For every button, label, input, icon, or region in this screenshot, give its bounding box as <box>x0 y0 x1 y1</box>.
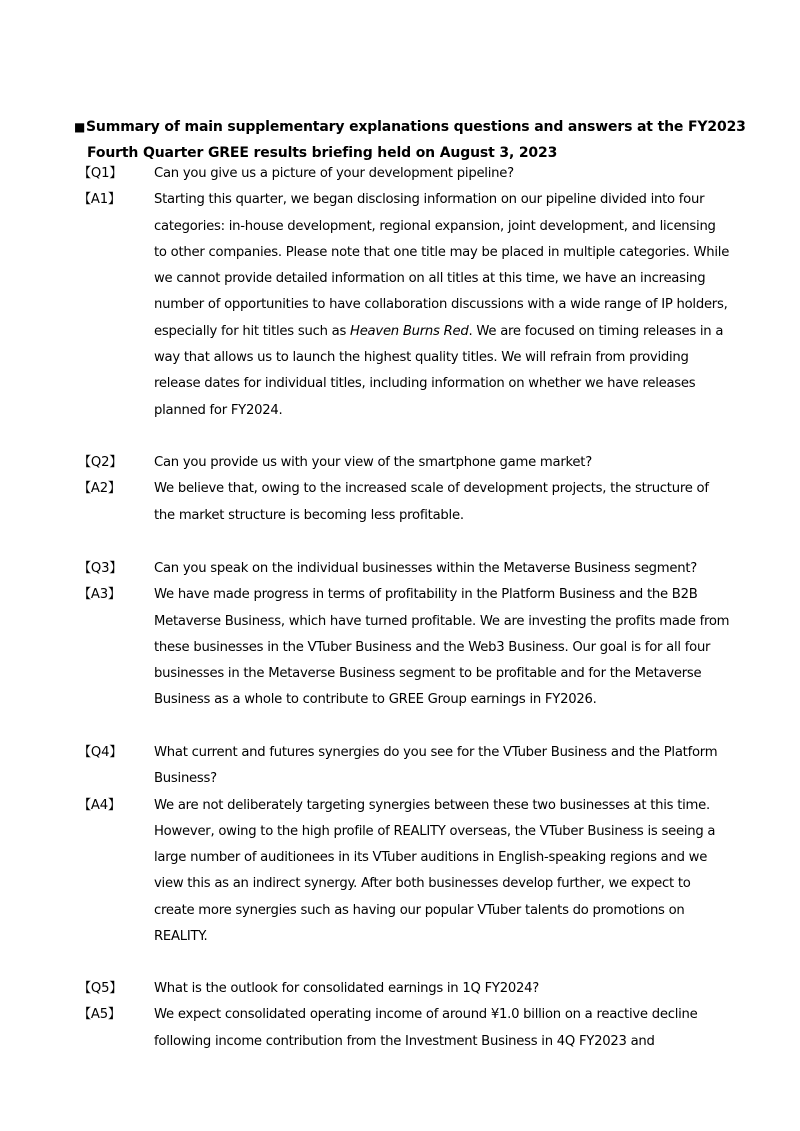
answer-row <box>78 793 758 951</box>
question-row <box>78 450 758 476</box>
answer-text <box>154 187 732 424</box>
question-text: What current and futures synergies do you see for the VTuber Business and the Platform Business? <box>154 745 718 787</box>
summary-heading <box>74 114 754 166</box>
square-bullet-icon: ■ <box>74 120 86 134</box>
answer-text: We have made progress in terms of profitability in the Platform Business and the B2B Metaverse Business, which have turned profitable. We are investing the profits made from these businesses in the VTuber Business and the Web3 Business. Our goal is for all four businesses in the Metaverse Business segment to be profitable and for the Metaverse Business as a whole to contribute to GREE Group earnings in FY2026. <box>154 587 730 708</box>
answer-text: We believe that, owing to the increased scale of development projects, the structure of the market structure is becoming less profitable. <box>154 481 709 523</box>
heading-line-1: Summary of main supplementary explanations questions and answers at the FY2023 <box>86 119 746 135</box>
answer-text: We are not deliberately targeting synergies between these two businesses at this time. However, owing to the high profile of REALITY overseas, the VTuber Business is seeing a large number of auditionees in its VTuber auditions in English-speaking regions and we view this as an indirect synergy. After both businesses develop further, we expect to create more synergies such as having our popular VTuber talents do promotions on REALITY. <box>154 797 716 945</box>
answer-row <box>78 476 758 529</box>
question-tag: 【Q2】 <box>78 455 123 470</box>
question-text: Can you give us a picture of your development pipeline? <box>154 166 514 181</box>
heading-line-2: Fourth Quarter GREE results briefing held on August 3, 2023 <box>87 145 558 161</box>
qa-item-4 <box>78 740 758 950</box>
question-tag: 【Q1】 <box>78 166 123 181</box>
answer-tag: 【A1】 <box>78 192 121 208</box>
qa-item-2 <box>78 450 758 529</box>
answer-tag: 【A2】 <box>78 481 121 497</box>
answer-row <box>78 1002 758 1055</box>
question-tag: 【Q3】 <box>78 561 123 576</box>
answer-row <box>78 187 758 424</box>
question-text: Can you provide us with your view of the smartphone game market? <box>154 455 592 470</box>
question-text: What is the outlook for consolidated earnings in 1Q FY2024? <box>154 981 540 996</box>
answer-text: We expect consolidated operating income of around ¥1.0 billion on a reactive decline following income contribution from the Investment Business in 4Q FY2023 and <box>154 1007 698 1049</box>
answer-tag: 【A5】 <box>78 1007 121 1023</box>
answer-tag: 【A3】 <box>78 587 121 603</box>
question-row <box>78 740 758 793</box>
game-title-italic: Heaven Burns Red <box>350 323 469 339</box>
question-row <box>78 556 758 582</box>
question-tag: 【Q5】 <box>78 981 123 996</box>
answer-tag: 【A4】 <box>78 797 121 813</box>
qa-item-3 <box>78 556 758 714</box>
question-text: Can you speak on the individual businesses within the Metaverse Business segment? <box>154 561 698 576</box>
answer-text-part: . We are focused on timing releases in a way that allows us to launch the highest quality titles. We will refrain from providing release dates for individual titles, including information on whether we have releases planned for FY2024. <box>154 323 724 418</box>
qa-item-1 <box>78 161 758 424</box>
answer-text-part: Starting this quarter, we began disclosing information on our pipeline divided into four categories: in-house development, regional expansion, joint development, and licensing to other companies. Please note that one title may be placed in multiple categories. While we cannot provide detailed information on all titles at this time, we have an increasing number of opportunities to have collaboration discussions with a wide range of IP holders, especially for hit titles such as <box>154 192 730 339</box>
question-row <box>78 976 758 1002</box>
answer-row <box>78 582 758 713</box>
question-tag: 【Q4】 <box>78 745 123 760</box>
qa-item-5 <box>78 976 758 1055</box>
question-row <box>78 161 758 187</box>
